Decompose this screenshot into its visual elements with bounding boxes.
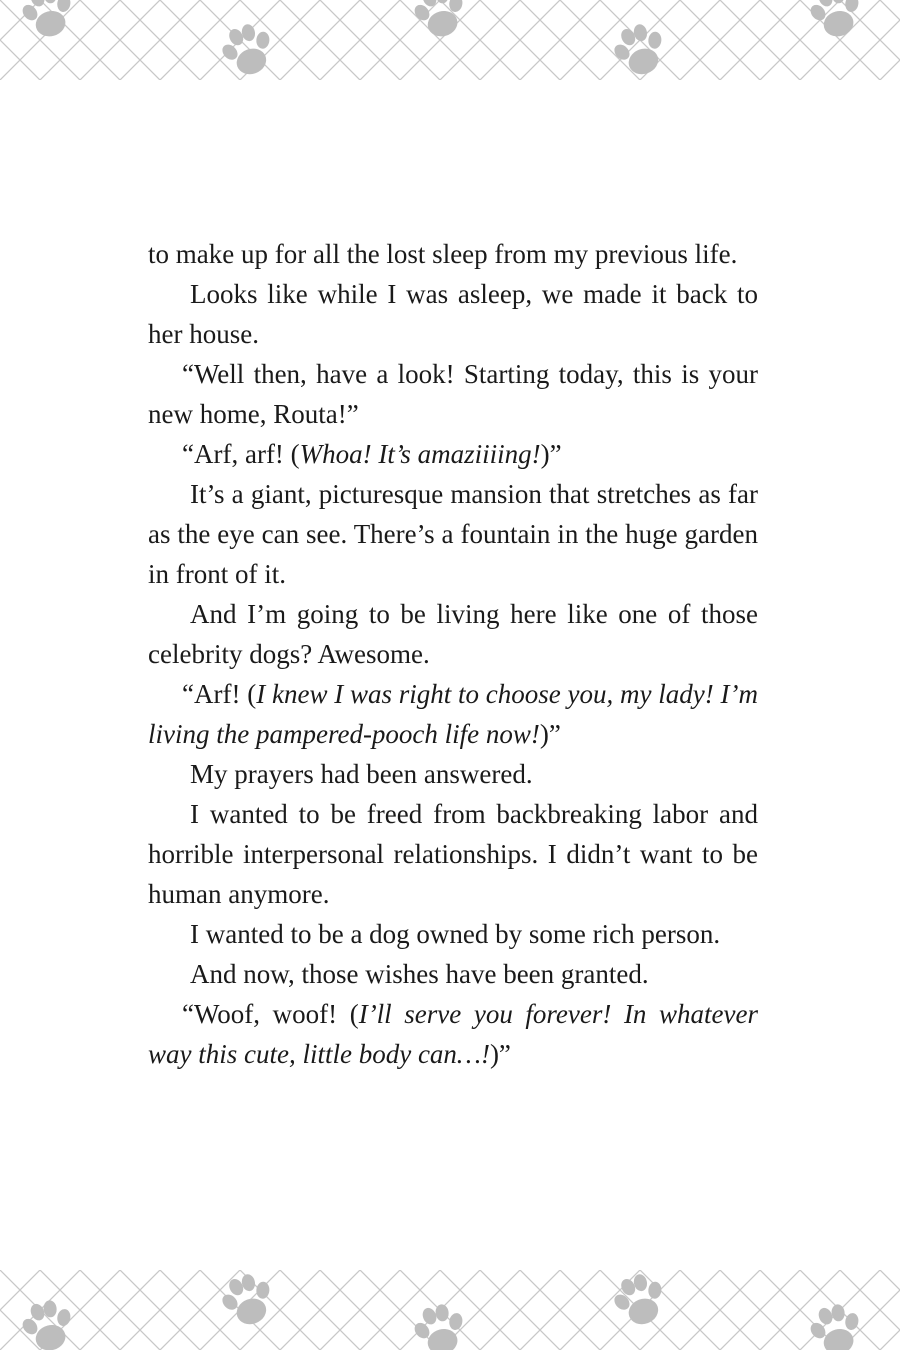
paragraph: I wanted to be freed from backbreaking labor and horrible interpersonal relationships. I didn’t want to be human anymore. bbox=[148, 799, 758, 909]
dialogue-paragraph: “Arf! (I knew I was right to choose you, my lady! I’m living the pampered-pooch life now!)” bbox=[148, 679, 758, 749]
paragraph: Looks like while I was asleep, we made it back to her house. bbox=[148, 279, 758, 349]
paragraph: My prayers had been answered. bbox=[190, 759, 533, 789]
paragraph: And I’m going to be living here like one of those celebrity dogs? Awesome. bbox=[148, 599, 758, 669]
bottom-decorative-border bbox=[0, 1270, 900, 1350]
bottom-border-pattern bbox=[0, 1270, 900, 1350]
page-body-text bbox=[148, 234, 758, 1074]
dialogue-paragraph: “Woof, woof! (I’ll serve you forever! In whatever way this cute, little body can…!)” bbox=[148, 999, 758, 1069]
paragraph: And now, those wishes have been granted. bbox=[190, 959, 649, 989]
dialogue-paragraph: “Arf, arf! (Whoa! It’s amaziiiing!)” bbox=[182, 439, 562, 469]
paragraph: I wanted to be a dog owned by some rich person. bbox=[190, 919, 721, 949]
top-decorative-border bbox=[0, 0, 900, 80]
top-border-pattern bbox=[0, 0, 900, 80]
paragraph: to make up for all the lost sleep from my previous life. bbox=[148, 239, 738, 269]
dialogue-paragraph: “Well then, have a look! Starting today, this is your new home, Routa!” bbox=[148, 359, 758, 429]
paragraph: It’s a giant, picturesque mansion that stretches as far as the eye can see. There’s a fountain in the huge garden in front of it. bbox=[148, 479, 758, 589]
